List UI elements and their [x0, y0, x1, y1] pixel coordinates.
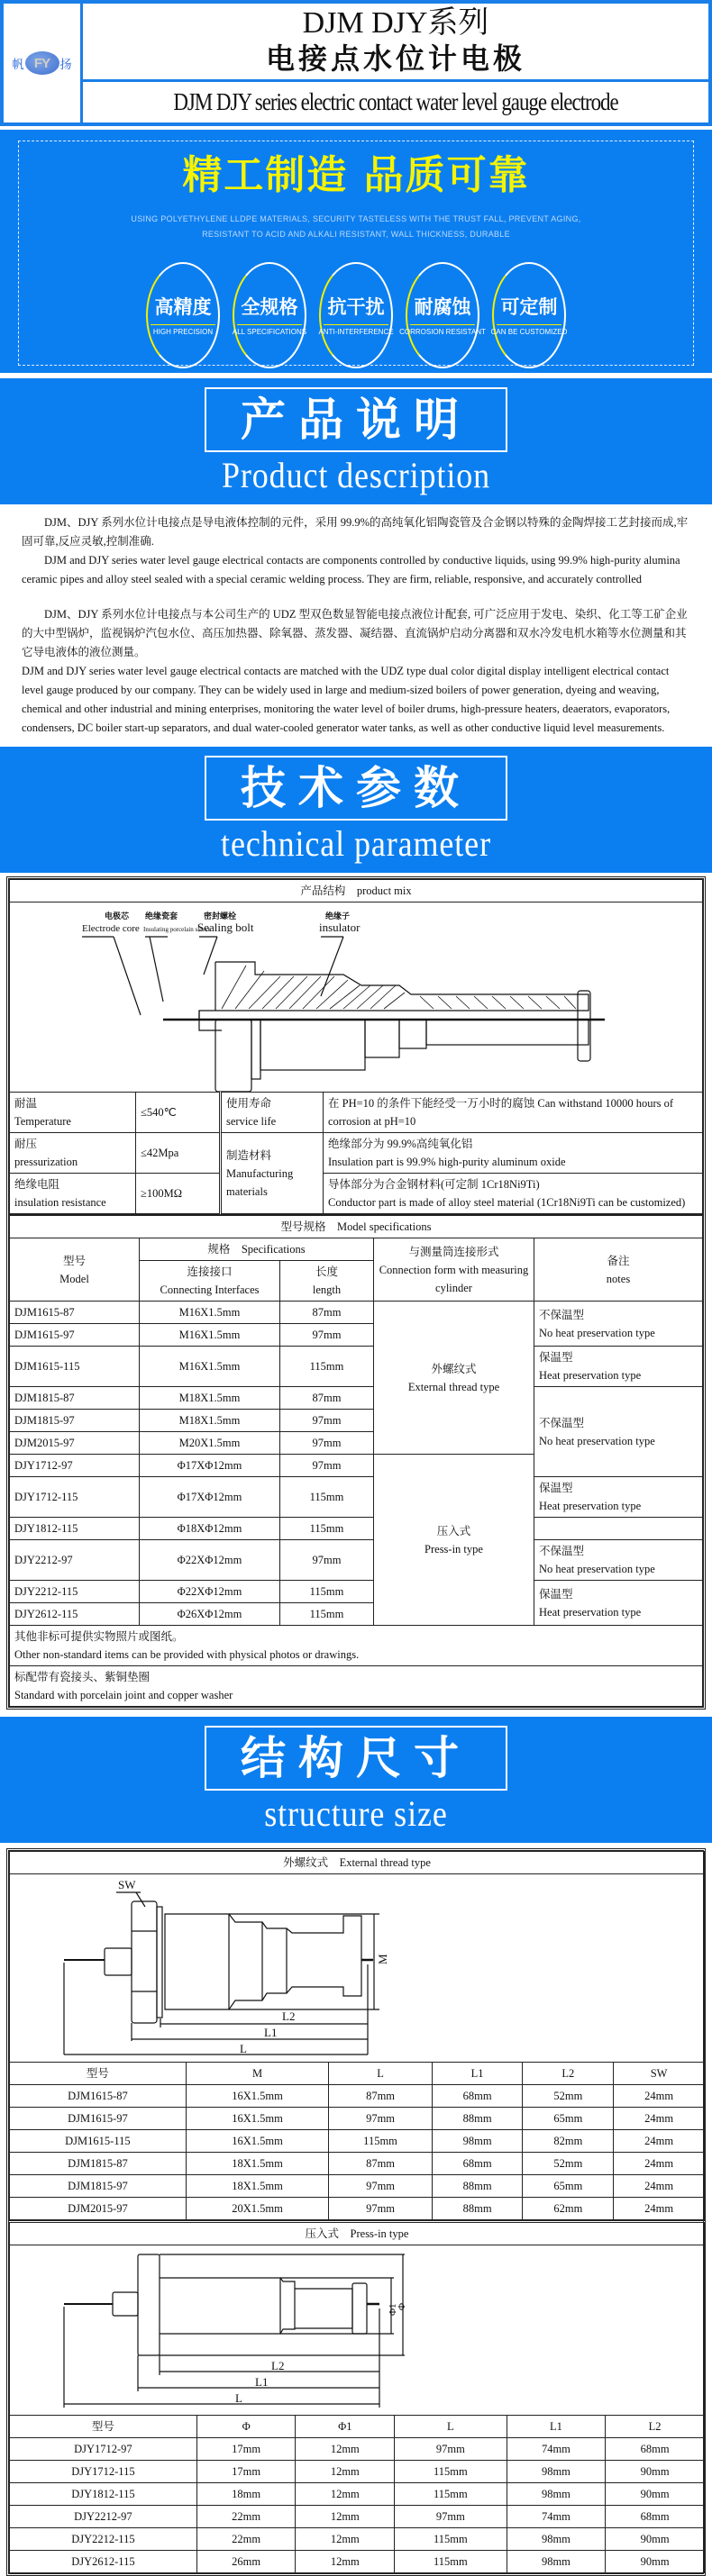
brand-logo	[4, 4, 83, 122]
table-row: DJM2015-97 M20X1.5mm 97mm	[10, 1432, 703, 1455]
external-thread-table: 外螺纹式 External thread type SW L2 L1 L M 型号 M L L1 L2 SW DJM1615-87 16X1.5mm 87mm 68mm 52mm 24mm DJM1615-97 16X1.5mm 97mm 88mm 65mm 24mm DJM1615-115 16X1.5mm 115mm 98mm 82mm 24mm DJM1815-87 18X1.5mm 87mm 68mm 52mm 24mm DJM1815-97 18X1.5mm 97mm 88mm 65mm 24mm DJM2015-97 20X1.5mm 97mm 88mm 62mm 24mm	[9, 1851, 705, 2220]
desc-paragraph-2-en: DJM and DJY series water level gauge electrical contacts are matched with the UDZ type dual color digital display intelligent electrical contact level gauge produced by our company. They can be widely used in large and medium-sized boilers of power generation, dyeing and weaving, chemical and other industrial and mining enterprises, monitoring the water level of boiler drums, high-pressure heaters, deaerators, evaporators, condensers, DC boiler start-up separators, and dual water-cooled generator water tanks, as well as other conductive liquid level measurements.	[22, 665, 671, 734]
note-heat: 保温型 Heat preservation type	[534, 1477, 703, 1518]
svg-text:SW: SW	[118, 1878, 136, 1891]
section-title-cn: 技术参数	[205, 756, 507, 821]
col-notes: 备注 notes	[534, 1238, 703, 1302]
table-row: DJY2212-97 22mm 12mm 97mm 74mm 68mm	[10, 2506, 705, 2528]
table-row: DJY2212-115 22mm 12mm 115mm 98mm 90mm	[10, 2528, 705, 2551]
note-no-heat: 不保温型 No heat preservation type	[534, 1387, 703, 1477]
section-title-en: Product description	[221, 455, 491, 495]
feature-badge: 可定制 CAN BE CUSTOMIZED	[492, 262, 566, 368]
desc-paragraph-2-cn: DJM、DJY 系列水位计电接点与本公司生产的 UDZ 型双色数显智能电接点液位计配套, 可广泛应用于发电、染织、化工等工矿企业的大中型锅炉，监视锅炉汽包水位、高压加热器、除氧器、蒸发器、凝结器、直流锅炉启动分离器和双水冷发电机水箱等水位测量和其它导电液体的液位测量。	[22, 608, 688, 658]
table-row: DJM1615-87 16X1.5mm 87mm 68mm 52mm 24mm	[10, 2085, 705, 2108]
param-temperature-label: 耐温 Temperature	[10, 1093, 136, 1133]
col-length: 长度 length	[280, 1261, 374, 1302]
section-title-cn: 结构尺寸	[205, 1726, 507, 1791]
col-connection: 与测量筒连接形式 Connection form with measuring cylinder	[374, 1238, 534, 1302]
hero-banner	[0, 130, 712, 373]
press-in-diagram	[10, 2245, 704, 2415]
product-structure-diagram	[10, 903, 702, 1092]
feature-badge: 高精度 HIGH PRECISION	[146, 262, 220, 368]
note-heat: 保温型 Heat preservation type	[534, 1581, 703, 1626]
svg-text:L2: L2	[271, 2359, 285, 2372]
table-row: DJM1615-115 16X1.5mm 115mm 98mm 82mm 24mm	[10, 2130, 705, 2153]
svg-text:密封螺栓: 密封螺栓	[204, 912, 237, 921]
section-title-cn: 产品说明	[205, 387, 507, 452]
feature-badges	[19, 262, 693, 368]
param-insulation-value: ≥100MΩ	[136, 1174, 221, 1214]
title-product-en: DJM DJY series electric contact water level gauge electrode	[173, 88, 618, 115]
svg-text:L: L	[235, 2391, 242, 2405]
table-row: DJY1712-97 Φ17XΦ12mm 97mm 压入式 Press-in type	[10, 1455, 703, 1477]
table-row: DJY2612-115 Φ26XΦ12mm 115mm	[10, 1603, 703, 1626]
press-in-table: 压入式 Press-in type L2 L1 L Φ1 Φ 型号 Φ Φ1 L L1 L2 DJY1712-97 17mm 12mm 97mm 74mm 68mm DJY1712-115 17mm 12mm 115mm 98mm 90mm DJY1812-115 18mm 12mm 115mm 98mm 90mm DJY2212-97 22mm 12mm 97mm 74mm 68mm DJY2212-115 22mm 12mm 115mm 98mm 90mm DJY2612-115 26mm 12mm 115mm 98mm 90mm	[9, 2220, 705, 2573]
table-row: DJM1615-115 M16X1.5mm 115mm 保温型 Heat preservation type	[10, 1347, 703, 1387]
header	[0, 0, 712, 126]
feature-badge: 全规格 ALL SPECIFICATIONS	[233, 262, 306, 368]
table-row: DJY1712-97 17mm 12mm 97mm 74mm 68mm	[10, 2438, 705, 2461]
table-row: DJM1615-97 16X1.5mm 97mm 88mm 65mm 24mm	[10, 2108, 705, 2130]
hero-slogan: 精工制造 品质可靠	[182, 152, 530, 198]
desc-paragraph-1-cn: DJM、DJY 系列水位计电接点是导电液体控制的元件，采用 99.9%的高纯氧化铝陶瓷管及合金钢以特殊的金陶焊接工艺封接而成,牢固可靠,反应灵敏,控制准确.	[22, 516, 689, 548]
part-label-cn: 电极芯	[105, 912, 130, 921]
param-life-value: 在 PH=10 的条件下能经受一万小时的腐蚀 Can withstand 10000 hours of corrosion at pH=10	[324, 1093, 703, 1133]
svg-text:M: M	[376, 1954, 389, 1964]
table-row: DJM1615-87 M16X1.5mm 87mm 外螺纹式 External thread type 不保温型 No heat preservation type	[10, 1302, 703, 1324]
svg-text:Electrode core: Electrode core	[82, 923, 140, 934]
feature-badge: 耐腐蚀 CORROSION RESISTANT	[406, 262, 479, 368]
table-row: DJY2212-97 Φ22XΦ12mm 97mm 不保温型 No heat preservation type	[10, 1540, 703, 1581]
svg-text:L1: L1	[264, 2026, 278, 2039]
param-materials-insulation: 绝缘部分为 99.9%高纯氧化铝 Insulation part is 99.9% high-purity aluminum oxide	[324, 1133, 703, 1174]
param-materials-label: 制造材料 Manufacturing materials	[221, 1133, 324, 1214]
svg-text:绝缘子: 绝缘子	[325, 912, 351, 921]
table-row: DJY2612-115 26mm 12mm 115mm 98mm 90mm	[10, 2551, 705, 2573]
table-row: DJM1615-97 M16X1.5mm 97mm	[10, 1324, 703, 1347]
section-title-en: structure size	[264, 1793, 448, 1834]
svg-text:L: L	[240, 2042, 247, 2055]
footnote-standard: 标配带有瓷接头、紫铜垫圈 Standard with porcelain joint and copper washer	[10, 1666, 703, 1707]
structure-tables	[6, 1848, 706, 2576]
table-row: DJM2015-97 20X1.5mm 97mm 88mm 62mm 24mm	[10, 2198, 705, 2220]
svg-text:Insulating porcelain sleeve: Insulating porcelain sleeve	[143, 926, 212, 933]
logo-left-char: 帆	[12, 58, 24, 72]
table-row: DJY1812-115 18mm 12mm 115mm 98mm 90mm	[10, 2483, 705, 2506]
table-row: DJM1815-97 M18X1.5mm 97mm	[10, 1410, 703, 1432]
model-spec-title: 型号规格 Model specifications	[10, 1215, 703, 1238]
svg-text:Sealing bolt: Sealing bolt	[197, 921, 254, 934]
note-no-heat: 不保温型 No heat preservation type	[534, 1540, 703, 1581]
table-row: DJM1815-87 18X1.5mm 87mm 68mm 52mm 24mm	[10, 2153, 705, 2175]
param-insulation-label: 绝缘电阻 insulation resistance	[10, 1174, 136, 1214]
logo-right-char: 扬	[59, 58, 72, 72]
product-description	[0, 504, 712, 747]
svg-text:Φ1: Φ1	[388, 2303, 398, 2316]
table-row: DJY1712-115 17mm 12mm 115mm 98mm 90mm	[10, 2461, 705, 2483]
table-row: DJM1815-87 M18X1.5mm 87mm 不保温型 No heat preservation type	[10, 1387, 703, 1410]
svg-text:L1: L1	[255, 2375, 269, 2389]
title-product-cn: 电接点水位计电极	[265, 41, 525, 76]
product-structure-title: 产品结构 product mix	[10, 880, 703, 903]
press-in-title: 压入式 Press-in type	[10, 2222, 705, 2245]
param-materials-conductor: 导体部分为合金钢材料(可定制 1Cr18Ni9Ti) Conductor part is made of alloy steel material (1Cr18Ni9Ti can be customized)	[324, 1174, 703, 1214]
section-header-description	[0, 378, 712, 504]
col-interface: 连接接口 Connecting Interfaces	[140, 1261, 280, 1302]
param-life-label: 使用寿命 service life	[221, 1093, 324, 1133]
table-row: DJY2212-115 Φ22XΦ12mm 115mm 保温型 Heat preservation type	[10, 1581, 703, 1603]
title-series: DJM DJY系列	[302, 6, 489, 40]
external-thread-diagram	[10, 1874, 704, 2062]
header-titles	[83, 4, 708, 122]
svg-text:L2: L2	[282, 2009, 296, 2023]
col-spec: 规格 Specifications	[140, 1238, 374, 1261]
globe-icon: FY	[25, 51, 59, 75]
svg-text:绝缘瓷套: 绝缘瓷套	[145, 912, 178, 921]
hero-subtitle-1: USING POLYETHYLENE LLDPE MATERIALS, SECURITY TASTELESS WITH THE TRUST FALL, PREVENT AGING,	[131, 214, 581, 223]
param-pressure-value: ≤42Mpa	[136, 1133, 221, 1174]
hero-subtitle-2: RESISTANT TO ACID AND ALKALI RESISTANT, WALL THICKNESS, DURABLE	[202, 230, 510, 239]
technical-table	[6, 876, 706, 1710]
col-model: 型号 Model	[10, 1238, 140, 1302]
table-row: DJY1812-115 Φ18XΦ12mm 115mm	[10, 1518, 703, 1540]
footnote-nonstandard: 其他非标可提供实物照片或图纸。 Other non-standard items can be provided with physical photos or drawings.	[10, 1626, 703, 1666]
conn-external: 外螺纹式 External thread type	[374, 1302, 534, 1455]
table-row: DJY1712-115 Φ17XΦ12mm 115mm 保温型 Heat preservation type	[10, 1477, 703, 1518]
external-thread-title: 外螺纹式 External thread type	[10, 1852, 705, 1874]
feature-badge: 抗干扰 ANTI-INTERFERENCE	[319, 262, 393, 368]
model-spec-table	[9, 1214, 703, 1707]
svg-text:Φ: Φ	[397, 2302, 407, 2310]
note-heat: 保温型 Heat preservation type	[534, 1347, 703, 1387]
table-row: DJM1815-97 18X1.5mm 97mm 88mm 65mm 24mm	[10, 2175, 705, 2198]
svg-text:insulator: insulator	[319, 921, 361, 934]
param-temperature-value: ≤540℃	[136, 1093, 221, 1133]
param-pressure-label: 耐压 pressurization	[10, 1133, 136, 1174]
section-header-structure	[0, 1717, 712, 1843]
desc-paragraph-1-en: DJM and DJY series water level gauge electrical contacts are components controlled by conductive liquids, using 99.9% high-purity alumina ceramic pipes and alloy steel sealed with a special ceramic welding process. They are firm, reliable, responsive, and accurately controlled	[22, 554, 680, 585]
section-header-technical	[0, 747, 712, 873]
note-no-heat: 不保温型 No heat preservation type	[534, 1302, 703, 1347]
section-title-en: technical parameter	[221, 823, 491, 864]
conn-press-in: 压入式 Press-in type	[374, 1455, 534, 1626]
